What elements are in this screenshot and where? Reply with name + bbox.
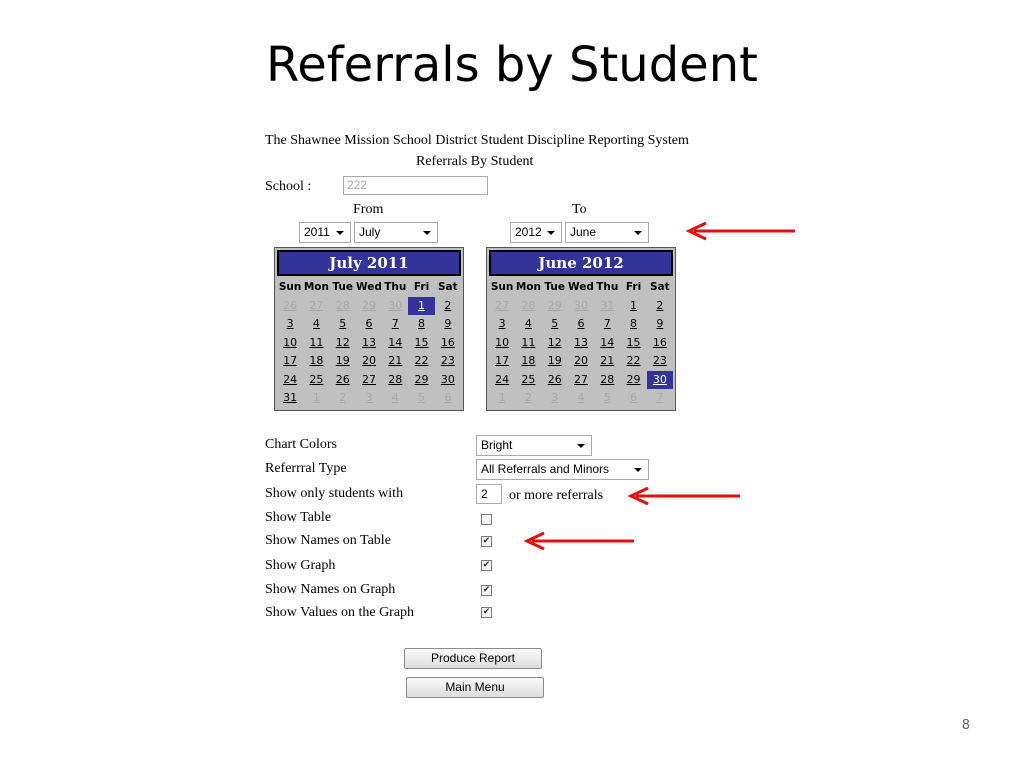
calendar-day[interactable]: 25 <box>521 372 536 386</box>
calendar-day[interactable]: 26 <box>547 372 562 386</box>
calendar-day[interactable]: 9 <box>656 317 664 330</box>
calendar-day[interactable]: 10 <box>495 335 510 349</box>
calendar-day[interactable]: 17 <box>495 354 510 367</box>
min-referrals-suffix: or more referrals <box>509 488 604 503</box>
calendar-day[interactable]: 27 <box>573 372 588 386</box>
calendar-day[interactable]: 29 <box>547 298 562 312</box>
weekday-header: Sat <box>437 281 458 293</box>
calendar-week-row <box>489 315 673 334</box>
calendar-day[interactable]: 5 <box>551 317 559 330</box>
calendar-month-title: June 2012 <box>489 250 673 276</box>
chevron-down-icon <box>336 231 344 235</box>
calendar-day[interactable]: 11 <box>309 335 324 349</box>
calendar-day[interactable]: 10 <box>283 335 298 349</box>
show-names-graph-checkbox[interactable]: ✔ <box>482 585 491 595</box>
calendar-day[interactable]: 5 <box>603 391 611 404</box>
calendar-day[interactable]: 18 <box>521 354 536 367</box>
from-month-select[interactable] <box>354 222 438 243</box>
referral-type-label: Referrral Type <box>265 461 347 476</box>
calendar-grid <box>277 278 461 408</box>
calendar-day[interactable]: 27 <box>495 298 510 312</box>
weekday-header: Wed <box>356 281 382 293</box>
calendar-day[interactable]: 9 <box>444 317 452 330</box>
show-graph-label: Show Graph <box>265 558 336 573</box>
calendar-day[interactable]: 20 <box>361 354 376 367</box>
calendar-day[interactable]: 28 <box>388 372 403 386</box>
calendar-week-row <box>277 297 461 316</box>
show-table-label: Show Table <box>265 510 332 525</box>
weekday-header: Fri <box>413 281 430 293</box>
min-referrals-input[interactable]: 2 <box>476 484 502 504</box>
calendar-day[interactable]: 2 <box>524 391 532 404</box>
calendar-day[interactable]: 15 <box>414 335 429 349</box>
to-year-value: 2012 <box>515 225 542 239</box>
weekday-header: Sun <box>490 281 514 293</box>
to-year-select[interactable] <box>510 222 562 243</box>
show-values-graph-label: Show Values on the Graph <box>265 605 415 620</box>
calendar-day[interactable]: 21 <box>600 354 615 367</box>
calendar-day[interactable]: 4 <box>391 391 399 404</box>
show-graph-checkbox[interactable]: ✔ <box>482 560 491 570</box>
calendar-week-row <box>277 352 461 371</box>
calendar-day[interactable]: 1 <box>408 297 434 316</box>
calendar-day[interactable]: 31 <box>283 391 298 404</box>
chart-colors-label: Chart Colors <box>265 437 337 452</box>
calendar-month-title: July 2011 <box>277 250 461 276</box>
slide-title: Referrals by Student <box>266 37 758 93</box>
calendar-day[interactable]: 5 <box>339 317 347 330</box>
show-names-graph-label: Show Names on Graph <box>265 582 396 597</box>
calendar-day[interactable]: 2 <box>444 298 452 312</box>
calendar-day[interactable]: 4 <box>577 391 585 404</box>
calendar-day[interactable]: 12 <box>335 335 350 349</box>
calendar-day[interactable]: 14 <box>600 335 615 349</box>
system-title: The Shawnee Mission School District Student Discipline Reporting System <box>265 133 689 148</box>
to-calendar <box>486 247 676 411</box>
referral-type-value: All Referrals and Minors <box>481 462 610 476</box>
show-values-graph-checkbox[interactable]: ✔ <box>482 607 491 617</box>
weekday-header: Sun <box>278 281 302 293</box>
calendar-day[interactable]: 1 <box>630 298 638 312</box>
weekday-header: Fri <box>625 281 642 293</box>
calendar-day[interactable]: 5 <box>418 391 426 404</box>
calendar-day[interactable]: 27 <box>309 298 324 312</box>
calendar-weekday-row <box>489 278 673 297</box>
calendar-day[interactable]: 26 <box>335 372 350 386</box>
calendar-day[interactable]: 18 <box>309 354 324 367</box>
calendar-day[interactable]: 20 <box>573 354 588 367</box>
calendar-day[interactable]: 16 <box>652 335 667 349</box>
calendar-day[interactable]: 2 <box>656 298 664 312</box>
calendar-day[interactable]: 22 <box>626 354 641 367</box>
calendar-day[interactable]: 7 <box>603 317 611 330</box>
calendar-day[interactable]: 3 <box>551 391 559 404</box>
calendar-day[interactable]: 6 <box>365 317 373 330</box>
chevron-down-icon <box>634 468 642 472</box>
calendar-week-row <box>277 371 461 390</box>
calendar-day[interactable]: 22 <box>414 354 429 367</box>
calendar-day[interactable]: 26 <box>283 298 298 312</box>
calendar-day[interactable]: 30 <box>440 372 455 386</box>
calendar-day[interactable]: 19 <box>335 354 350 367</box>
calendar-day[interactable]: 3 <box>286 317 294 330</box>
red-arrow-icon <box>626 486 742 508</box>
calendar-day[interactable]: 25 <box>309 372 324 386</box>
weekday-header: Mon <box>303 281 329 293</box>
calendar-day[interactable]: 30 <box>647 371 673 390</box>
produce-report-button[interactable]: Produce Report <box>404 648 542 669</box>
referral-type-select[interactable] <box>476 459 649 480</box>
calendar-day[interactable]: 31 <box>600 298 615 312</box>
weekday-header: Thu <box>596 281 619 293</box>
calendar-day[interactable]: 24 <box>495 372 510 386</box>
calendar-day[interactable]: 24 <box>283 372 298 386</box>
calendar-day[interactable]: 11 <box>521 335 536 349</box>
weekday-header: Tue <box>544 281 565 293</box>
page-number: 8 <box>961 718 970 733</box>
calendar-week-row <box>489 352 673 371</box>
calendar-day[interactable]: 28 <box>521 298 536 312</box>
calendar-day[interactable]: 1 <box>312 391 320 404</box>
from-label: From <box>353 202 384 217</box>
chevron-down-icon <box>577 444 585 448</box>
chevron-down-icon <box>423 231 431 235</box>
calendar-day[interactable]: 21 <box>388 354 403 367</box>
chevron-down-icon <box>547 231 555 235</box>
main-menu-button[interactable]: Main Menu <box>406 677 544 698</box>
calendar-day[interactable]: 29 <box>361 298 376 312</box>
to-month-value: June <box>570 225 597 239</box>
from-year-value: 2011 <box>304 225 330 239</box>
calendar-week-row <box>489 334 673 353</box>
chevron-down-icon <box>634 231 642 235</box>
calendar-day[interactable]: 27 <box>361 372 376 386</box>
calendar-day[interactable]: 8 <box>630 317 638 330</box>
from-month-value: July <box>359 225 381 239</box>
calendar-day[interactable]: 28 <box>335 298 350 312</box>
calendar-day[interactable]: 13 <box>361 335 376 349</box>
calendar-day[interactable]: 3 <box>365 391 373 404</box>
calendar-day[interactable]: 7 <box>391 317 399 330</box>
to-label: To <box>572 202 587 217</box>
from-calendar <box>274 247 464 411</box>
from-year-select[interactable] <box>299 222 351 243</box>
show-names-table-label: Show Names on Table <box>265 533 391 548</box>
to-month-select[interactable] <box>565 222 649 243</box>
show-names-table-checkbox[interactable]: ✔ <box>482 536 491 546</box>
calendar-day[interactable]: 16 <box>440 335 455 349</box>
calendar-week-row <box>489 371 673 390</box>
weekday-header: Sat <box>649 281 670 293</box>
report-subtitle: Referrals By Student <box>416 154 534 169</box>
calendar-day[interactable]: 30 <box>573 298 588 312</box>
calendar-day[interactable]: 4 <box>524 317 532 330</box>
calendar-day[interactable]: 19 <box>547 354 562 367</box>
calendar-day[interactable]: 3 <box>498 317 506 330</box>
calendar-day[interactable]: 15 <box>626 335 641 349</box>
calendar-grid <box>489 278 673 408</box>
school-input[interactable]: 222 <box>343 176 488 195</box>
calendar-week-row <box>489 297 673 316</box>
calendar-day[interactable]: 29 <box>414 372 429 386</box>
min-referrals-label: Show only students with <box>265 486 404 501</box>
calendar-day[interactable]: 6 <box>630 391 638 404</box>
red-arrow-icon <box>684 222 798 242</box>
calendar-week-row <box>489 389 673 408</box>
calendar-day[interactable]: 7 <box>656 391 664 404</box>
calendar-day[interactable]: 29 <box>626 372 641 386</box>
show-table-checkbox[interactable] <box>481 514 492 525</box>
calendar-day[interactable]: 12 <box>547 335 562 349</box>
calendar-day[interactable]: 6 <box>444 391 452 404</box>
calendar-day[interactable]: 23 <box>652 354 667 367</box>
calendar-weekday-row <box>277 278 461 297</box>
calendar-day[interactable]: 1 <box>498 391 506 404</box>
calendar-day[interactable]: 17 <box>283 354 298 367</box>
calendar-day[interactable]: 13 <box>573 335 588 349</box>
calendar-day[interactable]: 28 <box>600 372 615 386</box>
weekday-header: Thu <box>384 281 407 293</box>
calendar-day[interactable]: 30 <box>388 298 403 312</box>
calendar-day[interactable]: 4 <box>312 317 320 330</box>
calendar-day[interactable]: 8 <box>418 317 426 330</box>
chart-colors-select[interactable] <box>476 435 592 456</box>
calendar-day[interactable]: 23 <box>440 354 455 367</box>
calendar-week-row <box>277 389 461 408</box>
calendar-day[interactable]: 6 <box>577 317 585 330</box>
calendar-week-row <box>277 315 461 334</box>
weekday-header: Wed <box>568 281 594 293</box>
calendar-day[interactable]: 2 <box>339 391 347 404</box>
chart-colors-value: Bright <box>481 438 513 452</box>
calendar-day[interactable]: 14 <box>388 335 403 349</box>
weekday-header: Tue <box>332 281 353 293</box>
red-arrow-icon <box>522 532 636 552</box>
weekday-header: Mon <box>515 281 541 293</box>
calendar-week-row <box>277 334 461 353</box>
school-label: School : <box>265 179 312 194</box>
